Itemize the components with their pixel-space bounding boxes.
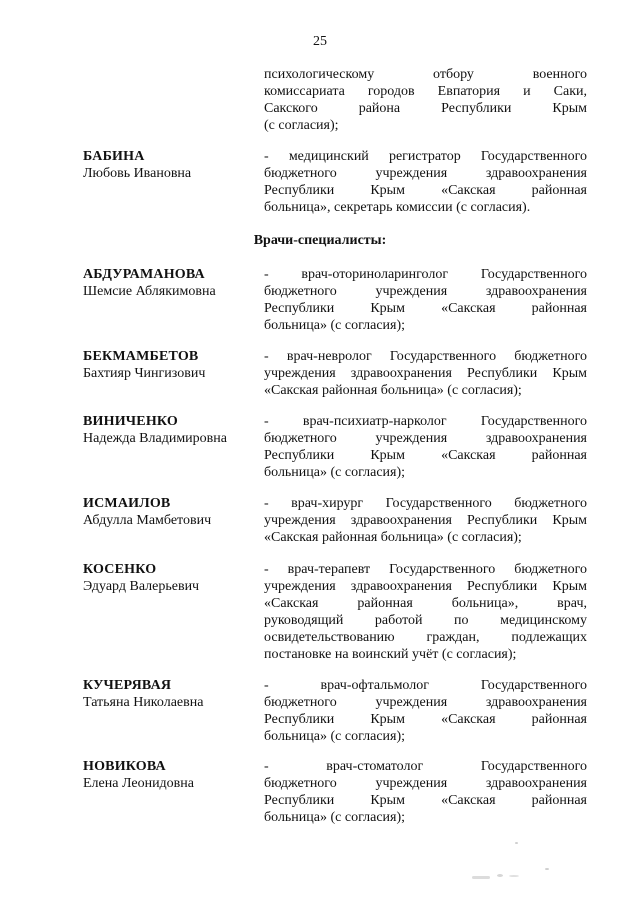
role-line: больница», секретарь комиссии (с согласия). [264, 200, 531, 215]
role-line: - врач-невролог Государственного бюджетного [264, 349, 587, 364]
page-number: 25 [313, 34, 327, 49]
intro-line: Сакского района Республики Крым [264, 101, 587, 116]
role-line: больница» (с согласия); [264, 729, 406, 744]
role-line: учреждения здравоохранения Республики Крым [264, 366, 587, 381]
member-name [83, 413, 263, 447]
member-name [83, 348, 263, 382]
role-line: больница» (с согласия); [264, 465, 406, 480]
member-surname: ИСМАИЛОВ [83, 496, 171, 511]
role-line: Республики Крым «Сакская районная [264, 712, 587, 727]
member-surname: АБДУРАМАНОВА [83, 267, 205, 282]
role-line: бюджетного учреждения здравоохранения [264, 431, 587, 446]
member-given-names: Шемсие Аблякимовна [83, 284, 216, 299]
member-name [83, 561, 263, 595]
member-given-names: Любовь Ивановна [83, 166, 192, 181]
member-surname: НОВИКОВА [83, 759, 166, 774]
member-role [264, 266, 587, 334]
role-line: учреждения здравоохранения Республики Крым [264, 579, 587, 594]
member-given-names: Надежда Владимировна [83, 431, 227, 446]
member-role [264, 348, 587, 399]
role-line: бюджетного учреждения здравоохранения [264, 166, 587, 181]
member-name [83, 148, 263, 182]
role-line: Республики Крым «Сакская районная [264, 793, 587, 808]
role-line: Республики Крым «Сакская районная [264, 301, 587, 316]
role-line: постановке на воинский учёт (с согласия); [264, 647, 517, 662]
role-line: руководящий работой по медицинскому [264, 613, 587, 628]
role-line: Республики Крым «Сакская районная [264, 183, 587, 198]
role-line: бюджетного учреждения здравоохранения [264, 776, 587, 791]
member-role [264, 677, 587, 745]
member-role [264, 413, 587, 481]
member-surname: БЕКМАМБЕТОВ [83, 349, 199, 364]
member-surname: БАБИНА [83, 149, 145, 164]
member-role [264, 561, 587, 663]
member-name [83, 266, 263, 300]
intro-continuation [264, 66, 587, 134]
role-line: - врач-терапевт Государственного бюджетного [264, 562, 587, 577]
role-line: «Сакская районная больница», врач, [264, 596, 587, 611]
intro-line: психологическому отбору военного [264, 67, 587, 82]
role-line: Республики Крым «Сакская районная [264, 448, 587, 463]
role-line: - врач-хирург Государственного бюджетного [264, 496, 587, 511]
role-line: бюджетного учреждения здравоохранения [264, 695, 587, 710]
member-name [83, 677, 263, 711]
role-line: «Сакская районная больница» (с согласия); [264, 383, 522, 398]
role-line: «Сакская районная больница» (с согласия); [264, 530, 522, 545]
role-line: больница» (с согласия); [264, 810, 406, 825]
member-surname: КУЧЕРЯВАЯ [83, 678, 172, 693]
member-surname: ВИНИЧЕНКО [83, 414, 179, 429]
role-line: - медицинский регистратор Государственного [264, 149, 587, 164]
role-line: больница» (с согласия); [264, 318, 406, 333]
role-line: бюджетного учреждения здравоохранения [264, 284, 587, 299]
member-given-names: Елена Леонидовна [83, 776, 194, 791]
role-line: - врач-оториноларинголог Государственного [264, 267, 587, 282]
member-given-names: Татьяна Николаевна [83, 695, 204, 710]
section-heading: Врачи-специалисты: [253, 233, 387, 248]
role-line: освидетельствованию граждан, подлежащих [264, 630, 587, 645]
intro-line: (с согласия); [264, 118, 339, 133]
role-line: учреждения здравоохранения Республики Крым [264, 513, 587, 528]
member-given-names: Абдулла Мамбетович [83, 513, 212, 528]
member-given-names: Бахтияр Чингизович [83, 366, 206, 381]
member-surname: КОСЕНКО [83, 562, 157, 577]
member-given-names: Эдуард Валерьевич [83, 579, 200, 594]
member-name [83, 495, 263, 529]
role-line: - врач-психиатр-нарколог Государственного [264, 414, 587, 429]
intro-line: комиссариата городов Евпатория и Саки, [264, 84, 587, 99]
role-line: - врач-стоматолог Государственного [264, 759, 587, 774]
member-name [83, 758, 263, 792]
role-line: - врач-офтальмолог Государственного [264, 678, 587, 693]
member-role [264, 495, 587, 546]
member-role [264, 148, 587, 216]
member-role [264, 758, 587, 826]
